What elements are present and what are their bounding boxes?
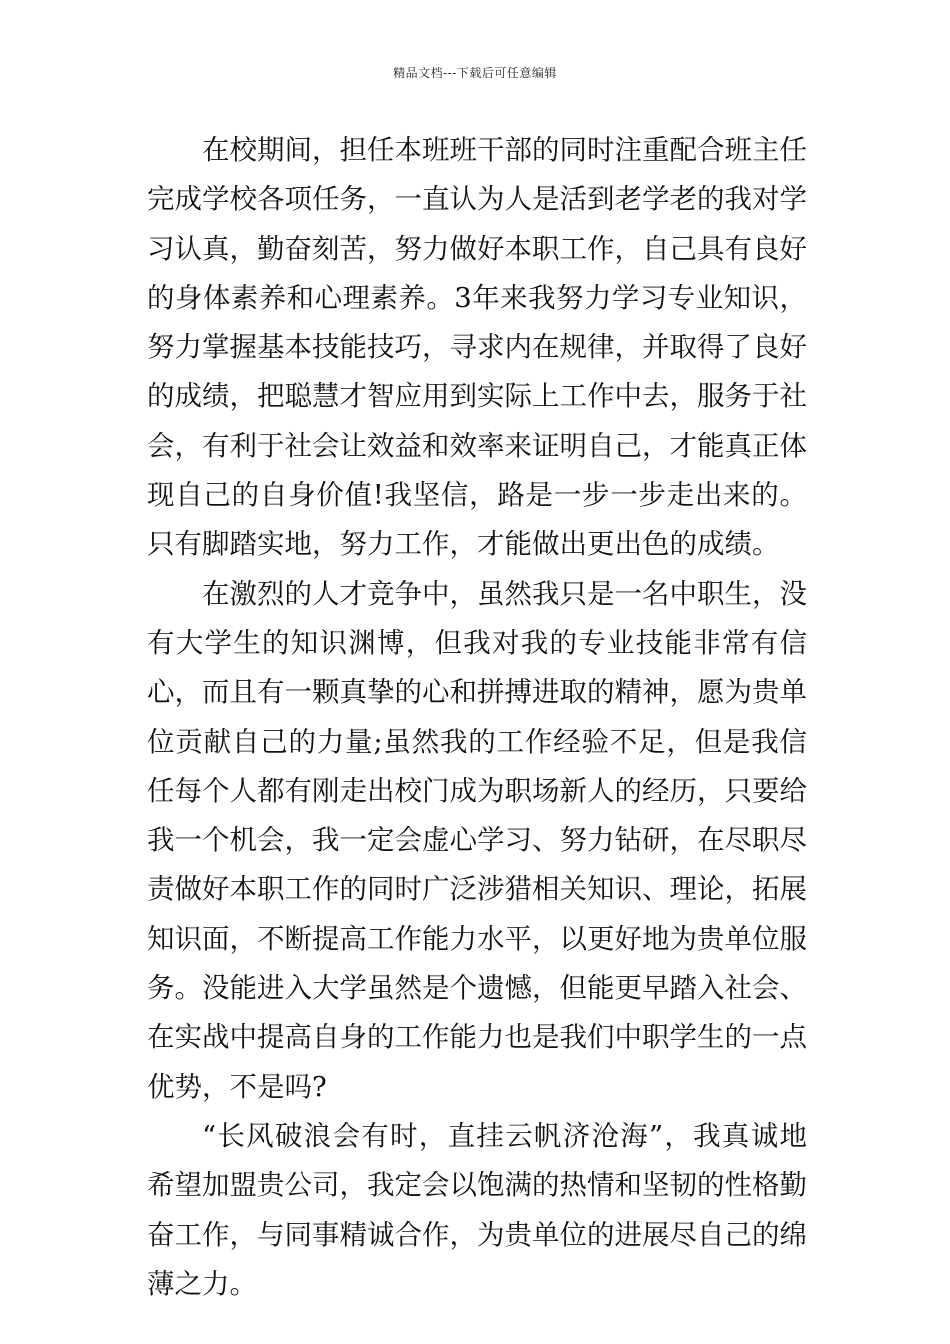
page-header: 精品文档---下载后可任意编辑	[393, 66, 557, 80]
paragraph-1: 在校期间，担任本班班干部的同时注重配合班主任完成学校各项任务，一直认为人是活到老学老的我对学习认真，勤奋刻苦，努力做好本职工作，自己具有良好的身体素养和心理素养。3年来我努力学习专业知识，努力掌握基本技能技巧，寻求内在规律，并取得了良好的成绩，把聪慧才智应用到实际上工作中去，服务于社会，有利于社会让效益和效率来证明自己，才能真正体现自己的自身价值!我坚信，路是一步一步走出来的。只有脚踏实地，努力工作，才能做出更出色的成绩。	[147, 134, 807, 561]
document-body	[147, 126, 807, 1309]
paragraph-2: 在激烈的人才竞争中，虽然我只是一名中职生，没有大学生的知识渊博，但我对我的专业技能非常有信心，而且有一颗真挚的心和拼搏进取的精神，愿为贵单位贡献自己的力量;虽然我的工作经验不足，但是我信任每个人都有刚走出校门成为职场新人的经历，只要给我一个机会，我一定会虚心学习、努力钻研，在尽职尽责做好本职工作的同时广泛涉猎相关知识、理论，拓展知识面，不断提高工作能力水平，以更好地为贵单位服务。没能进入大学虽然是个遗憾，但能更早踏入社会、在实战中提高自身的工作能力也是我们中职学生的一点优势，不是吗?	[147, 577, 807, 1103]
paragraph-3: “长风破浪会有时，直挂云帆济沧海”，我真诚地希望加盟贵公司，我定会以饱满的热情和坚韧的性格勤奋工作，与同事精诚合作，为贵单位的进展尽自己的绵薄之力。	[147, 1119, 807, 1300]
